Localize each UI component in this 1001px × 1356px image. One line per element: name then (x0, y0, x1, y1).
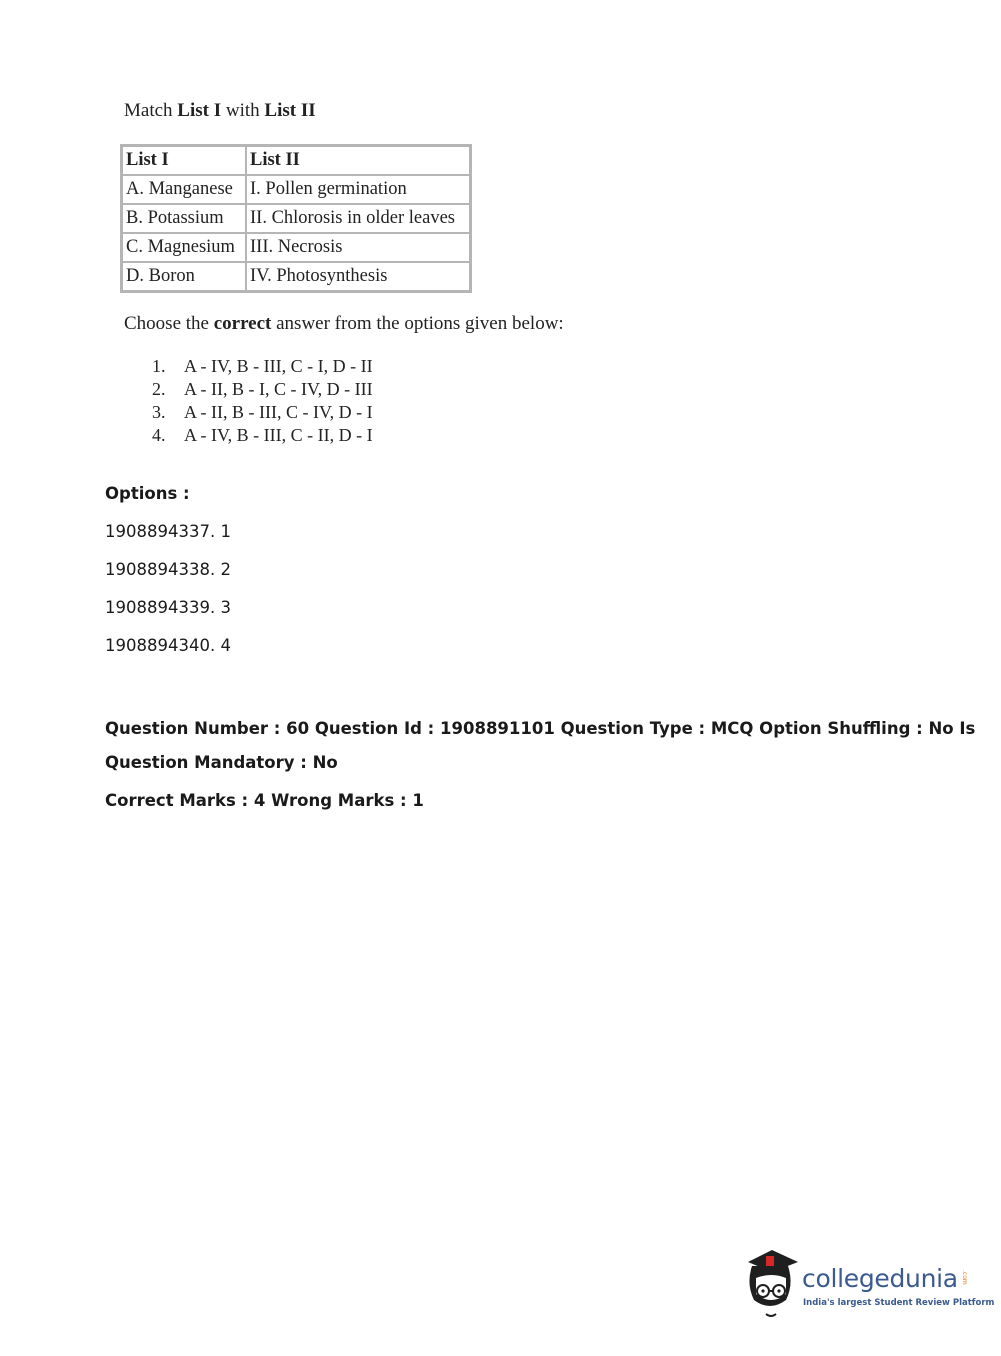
table-cell: C. Magnesium (122, 233, 246, 262)
logo-wordmark: collegedunia (802, 1264, 958, 1293)
table-header-row (122, 146, 470, 175)
table-header-cell: List I (122, 146, 246, 175)
match-table (120, 144, 472, 293)
logo-tagline: India's largest Student Review Platform (803, 1298, 995, 1308)
marks-line: Correct Marks : 4 Wrong Marks : 1 (105, 791, 424, 810)
question-image (124, 100, 564, 447)
choose-instruction: Choose the correct answer from the options given below: (124, 313, 564, 334)
option-item: 1908894339. 3 (105, 598, 231, 617)
mascot-icon (742, 1248, 804, 1320)
table-row (122, 233, 470, 262)
choice-item: 3. A - II, B - III, C - IV, D - I (152, 402, 373, 422)
option-item: 1908894337. 1 (105, 522, 231, 541)
choice-list (152, 355, 564, 447)
options-label: Options : (105, 484, 190, 503)
table-header-cell: List II (246, 146, 470, 175)
question-mandatory-line: Question Mandatory : No (105, 753, 338, 772)
collegedunia-logo (742, 1248, 995, 1320)
table-row (122, 262, 470, 291)
choice-item: 4. A - IV, B - III, C - II, D - I (152, 425, 373, 445)
choice-item: 1. A - IV, B - III, C - I, D - II (152, 356, 373, 376)
table-cell: A. Manganese (122, 175, 246, 204)
table-cell: I. Pollen germination (246, 175, 470, 204)
table-cell: III. Necrosis (246, 233, 470, 262)
logo-suffix: .com (961, 1270, 968, 1285)
option-item: 1908894338. 2 (105, 560, 231, 579)
table-cell: IV. Photosynthesis (246, 262, 470, 291)
option-item: 1908894340. 4 (105, 636, 231, 655)
question-meta-line: Question Number : 60 Question Id : 1908891101 Question Type : MCQ Option Shuffling : No Is (105, 719, 976, 738)
question-heading: Match List I with List II (124, 100, 316, 121)
table-cell: D. Boron (122, 262, 246, 291)
choice-item: 2. A - II, B - I, C - IV, D - III (152, 379, 373, 399)
table-cell: II. Chlorosis in older leaves (246, 204, 470, 233)
table-row (122, 175, 470, 204)
table-row (122, 204, 470, 233)
table-cell: B. Potassium (122, 204, 246, 233)
